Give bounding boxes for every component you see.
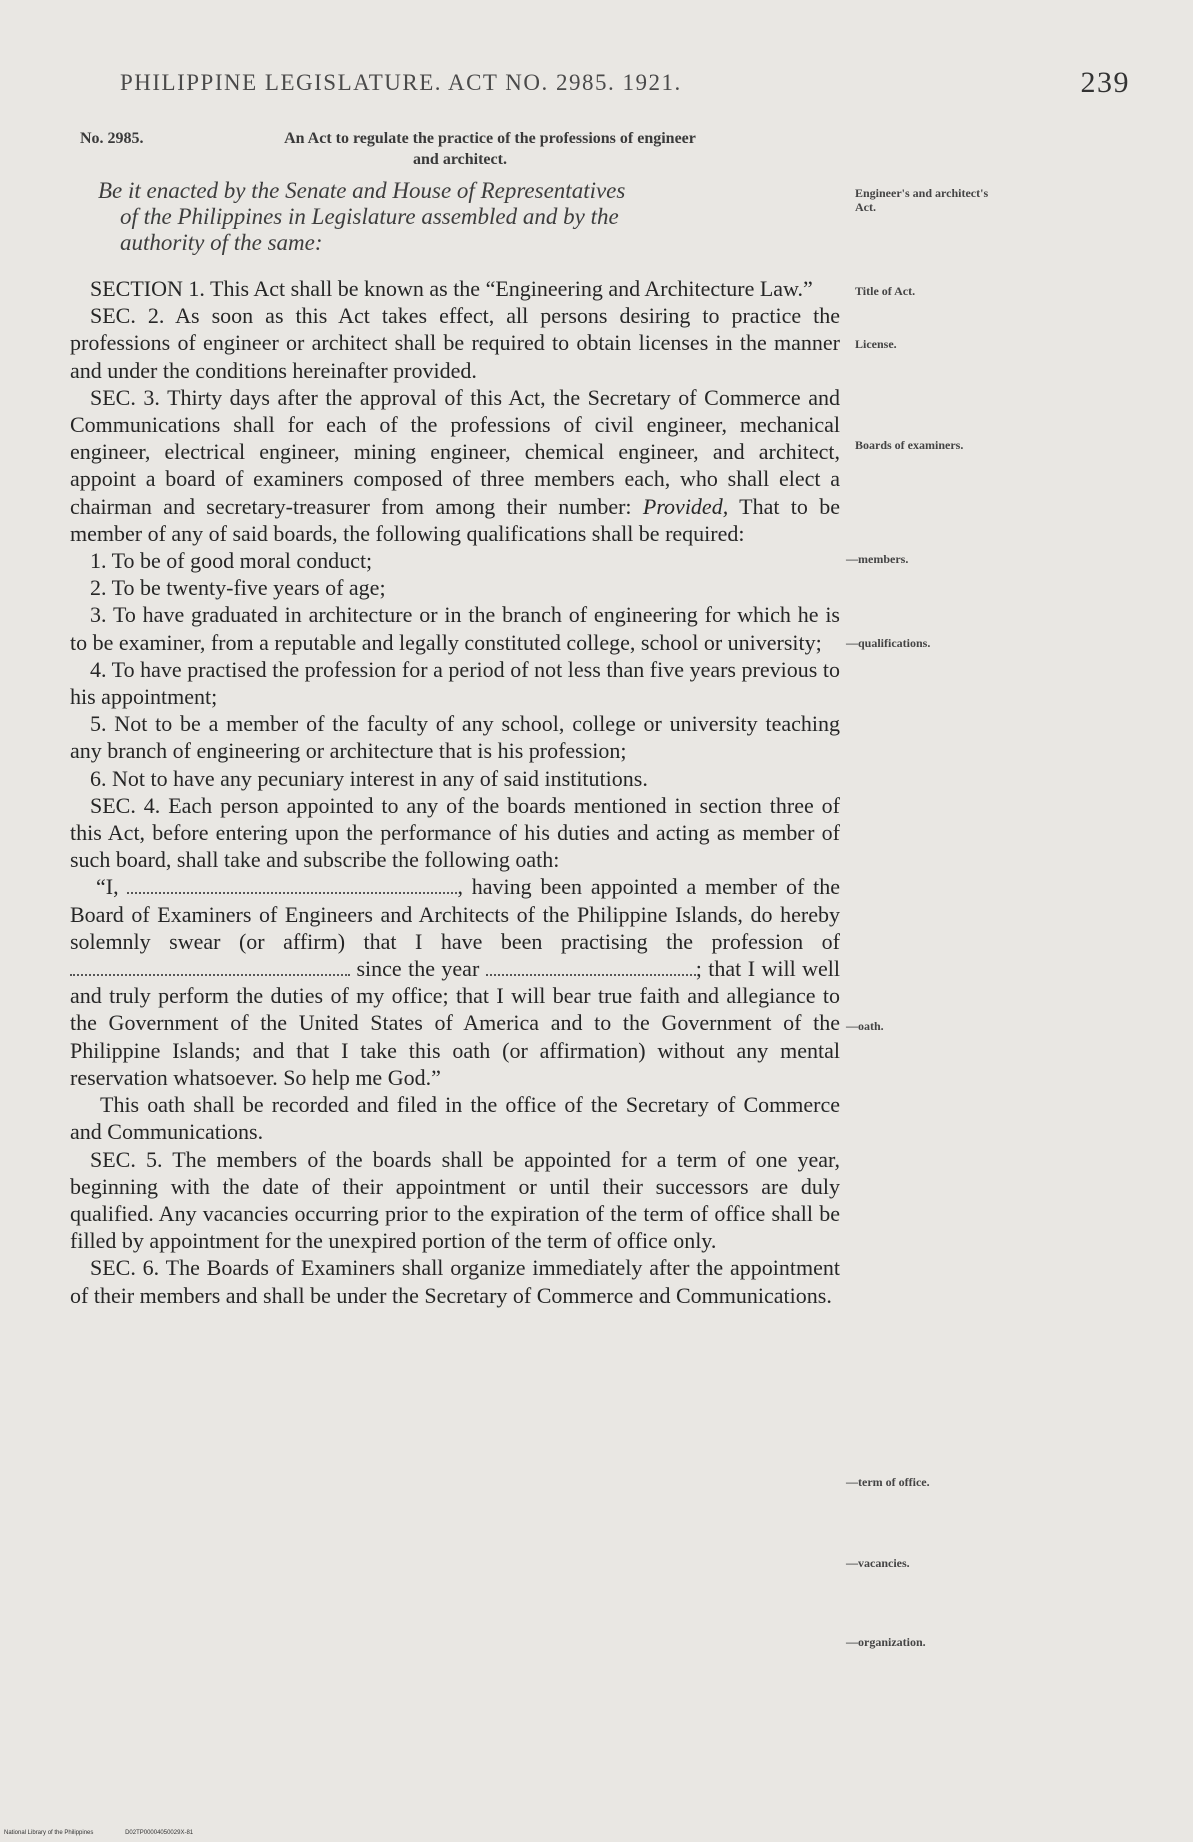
margin-note-vacancies: —vacancies. [846,1556,910,1570]
qualification-item: 1. To be of good moral conduct; [90,548,373,574]
margin-note-organization: —organization. [846,1635,926,1649]
margin-note-engineers-act: Engineer's and architect's Act. [855,186,989,214]
act-title [80,128,840,170]
qualification-item: 5. Not to be a member of the faculty of any school, college or university teaching any branch of engineering or architecture that is his profession; [70,711,840,764]
section-2-label: SEC. 2. [90,303,165,329]
qualification-item: 6. Not to have any pecuniary interest in any of said institutions. [90,765,648,791]
footer-library: National Library of the Philippines [4,1830,94,1836]
section-2 [70,302,840,384]
oath-record: This oath shall be recorded and filed in the office of the Secretary of Commerce and Communications. [70,1092,840,1145]
year-blank [486,960,696,976]
name-blank [127,878,457,894]
act-body [70,275,840,1309]
footer-code: D02TP00004050029X-81 [125,1830,194,1836]
oath-text-a: , having been appointed a member of the Board of Examiners of Engineers and Architects of the Philippine Islands, do hereby solemnly swear (or affirm) that I have been practising the profession of [70,874,840,954]
margin-note-boards: Boards of examiners. [855,438,964,452]
section-5 [70,1146,840,1255]
section-3 [70,384,840,547]
enacting-clause [98,178,838,256]
margin-note-oath: —oath. [846,1019,884,1033]
act-title-line-2: and architect. [413,151,507,168]
section-4-text: Each person appointed to any of the boards mentioned in section three of this Act, before entering upon the performance of his duties and acting as member of such board, shall take and subscribe the following oath: [70,792,841,873]
margin-note-title: Title of Act. [855,284,916,298]
section-6-label: SEC. 6. [90,1255,160,1281]
page-number: 239 [1080,66,1130,99]
margin-note-members: —members. [846,552,909,566]
section-5-text: The members of the boards shall be appointed for a term of one year, beginning with the date of their appointment or until their successors are duly qualified. Any vacancies occurring prior to the expiration of the term of office shall be filled by appointment for the unexpired portion of the term of office only. [70,1146,840,1254]
provided-word: Provided, [642,493,729,519]
section-1-text: This Act shall be known as the “Engineering and Architecture Law.” [210,276,813,301]
section-3-label: SEC. 3. [90,384,160,410]
section-3-text-b: That to be member of any of said boards, the following qualifications shall be required: [70,493,840,546]
section-4-label: SEC. 4. [90,792,161,818]
section-6 [70,1254,840,1308]
qualification-item: 2. To be twenty-five years of age; [90,575,386,601]
section-5-label: SEC. 5. [90,1146,163,1172]
qualification-item: 4. To have practised the profession for a period of not less than five years previous to his appointment; [70,656,840,710]
scan-footer [4,1830,223,1836]
oath-open: “I, [96,874,119,900]
section-3-text-a: Thirty days after the approval of this Act, the Secretary of Commerce and Communications shall for each of the professions of civil engineer, mechanical engineer, electrical engineer, mining engineer, chemical engineer, and architect, appoint a board of examiners composed of three members each, who shall elect a chairman and secretary-treasurer from among their number: [70,384,840,519]
enacting-line-1: Be it enacted by the Senate and House of Representatives [98,178,626,203]
enacting-line-3: authority of the same: [120,230,323,255]
margin-note-term: —term of office. [846,1475,930,1489]
margin-note-license: License. [855,337,897,351]
section-2-text: As soon as this Act takes effect, all persons desiring to practice the professions of engineer or architect shall be required to obtain licenses in the manner and under the conditions hereinafter provided. [70,303,840,383]
section-1 [70,275,840,302]
oath-text [70,873,840,1091]
oath-text-b: ; that I will well and truly perform the duties of my office; that I will bear true faith and allegiance to the Government of the United States of America and to the Government of the Philippine Islands; and that I take this oath (or affirmation) without any mental reservation whatsoever. So help me God.” [70,956,841,1090]
section-1-label: SECTION 1. [90,276,205,301]
running-header [120,66,1140,110]
enacting-line-2: of the Philippines in Legislature assembled and by the [120,204,619,229]
qualification-item: 3. To have graduated in architecture or in the branch of engineering for which he is to be examiner, from a reputable and legally constituted college, school or university; [70,602,840,655]
act-title-line-1: An Act to regulate the practice of the professions of engineer [284,130,696,147]
margin-note-qualifications: —qualifications. [846,636,931,650]
act-number: No. 2985. [80,130,144,147]
oath-since: since the year [356,956,480,982]
running-title: PHILIPPINE LEGISLATURE. ACT NO. 2985. 1921. [120,70,682,95]
section-4 [70,792,840,874]
profession-blank [70,960,350,976]
section-6-text: The Boards of Examiners shall organize immediately after the appointment of their members and shall be under the Secretary of Commerce and Communications. [70,1255,840,1308]
